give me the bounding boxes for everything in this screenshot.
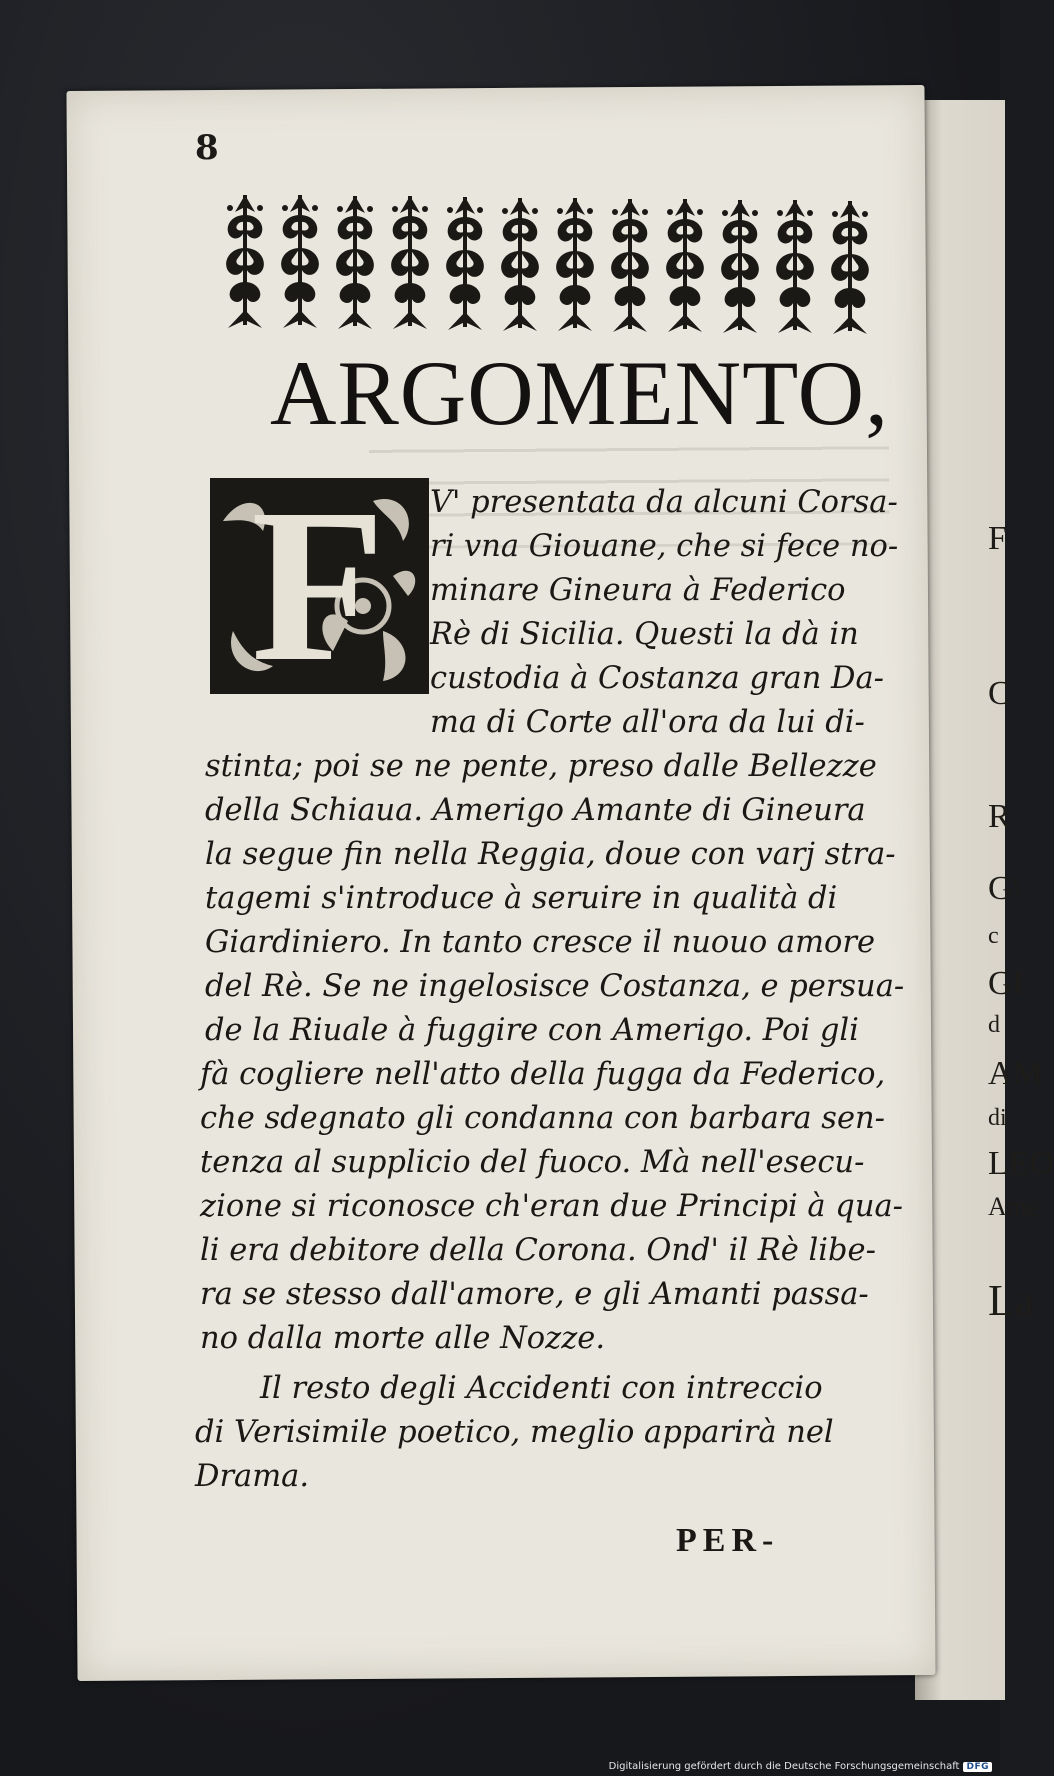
- text-line: di Verisimile poetico, meglio apparirà nel: [195, 1415, 834, 1450]
- text-line: fà cogliere nell'atto della fugga da Federico,: [200, 1057, 886, 1092]
- facing-fragment: GI: [988, 965, 1024, 1002]
- text-line: Rè di Sicilia. Questi la dà in: [430, 617, 859, 652]
- text-line: ri vna Giouane, che si fece no-: [430, 529, 899, 564]
- facing-fragment: d: [988, 1012, 1000, 1038]
- footer-credit: Digitalisierung gefördert durch die Deutsche Forschungsgemeinschaft: [608, 1761, 960, 1772]
- text-line: Giardiniero. In tanto cresce il nuouo amore: [205, 925, 876, 960]
- floral-ornament-band: [220, 190, 888, 340]
- text-line: Il resto degli Accidenti con intreccio: [260, 1371, 823, 1406]
- facing-fragment: C: [988, 675, 1011, 712]
- text-line: V' presentata da alcuni Corsa-: [430, 485, 898, 520]
- facing-fragment: AM: [988, 1055, 1043, 1092]
- text-line: della Schiaua. Amerigo Amante di Gineura: [205, 793, 866, 828]
- text-line: no dalla morte alle Nozze.: [200, 1321, 606, 1356]
- facing-fragment: F: [988, 520, 1007, 557]
- facing-fragment: G\: [988, 870, 1022, 907]
- facing-fragment: LEO: [988, 1145, 1054, 1182]
- text-line: stinta; poi se ne pente, preso dalle Bellezze: [205, 749, 877, 784]
- text-line: ra se stesso dall'amore, e gli Amanti passa-: [200, 1277, 869, 1312]
- facing-fragment: La: [988, 1276, 1035, 1325]
- text-line: la segue fin nella Reggia, doue con varj stra-: [205, 837, 896, 872]
- text-line: de la Riuale à fuggire con Amerigo. Poi gli: [205, 1013, 859, 1048]
- text-line: Drama.: [195, 1459, 310, 1494]
- text-line: ma di Corte all'ora da lui di-: [430, 705, 865, 740]
- page-number: 8: [195, 128, 219, 168]
- facing-fragment: c: [988, 923, 999, 949]
- text-line: tenza al supplicio del fuoco. Mà nell'esecu-: [200, 1145, 865, 1180]
- facing-fragment: Ame: [988, 1192, 1039, 1221]
- digitization-footer: [609, 1761, 992, 1772]
- dfg-logo: DFG: [963, 1762, 992, 1772]
- facing-fragment: R: [988, 798, 1011, 835]
- text-line: minare Gineura à Federico: [430, 573, 846, 608]
- text-line: del Rè. Se ne ingelosisce Costanza, e persua-: [205, 969, 905, 1004]
- text-line: li era debitore della Corona. Ond' il Rè libe-: [200, 1233, 876, 1268]
- text-line: zione si riconosce ch'eran due Principi à qua-: [200, 1189, 903, 1224]
- text-line: che sdegnato gli condanna con barbara sen-: [200, 1101, 885, 1136]
- decorated-initial: [210, 463, 429, 707]
- catchword: PER-: [676, 1522, 780, 1559]
- page-heading: ARGOMENTO,: [270, 342, 890, 444]
- text-line: custodia à Costanza gran Da-: [430, 661, 884, 696]
- initial-letter: F: [251, 463, 386, 707]
- text-line: tagemi s'introduce à seruire in qualità di: [205, 881, 838, 916]
- facing-fragment: di: [988, 1105, 1007, 1131]
